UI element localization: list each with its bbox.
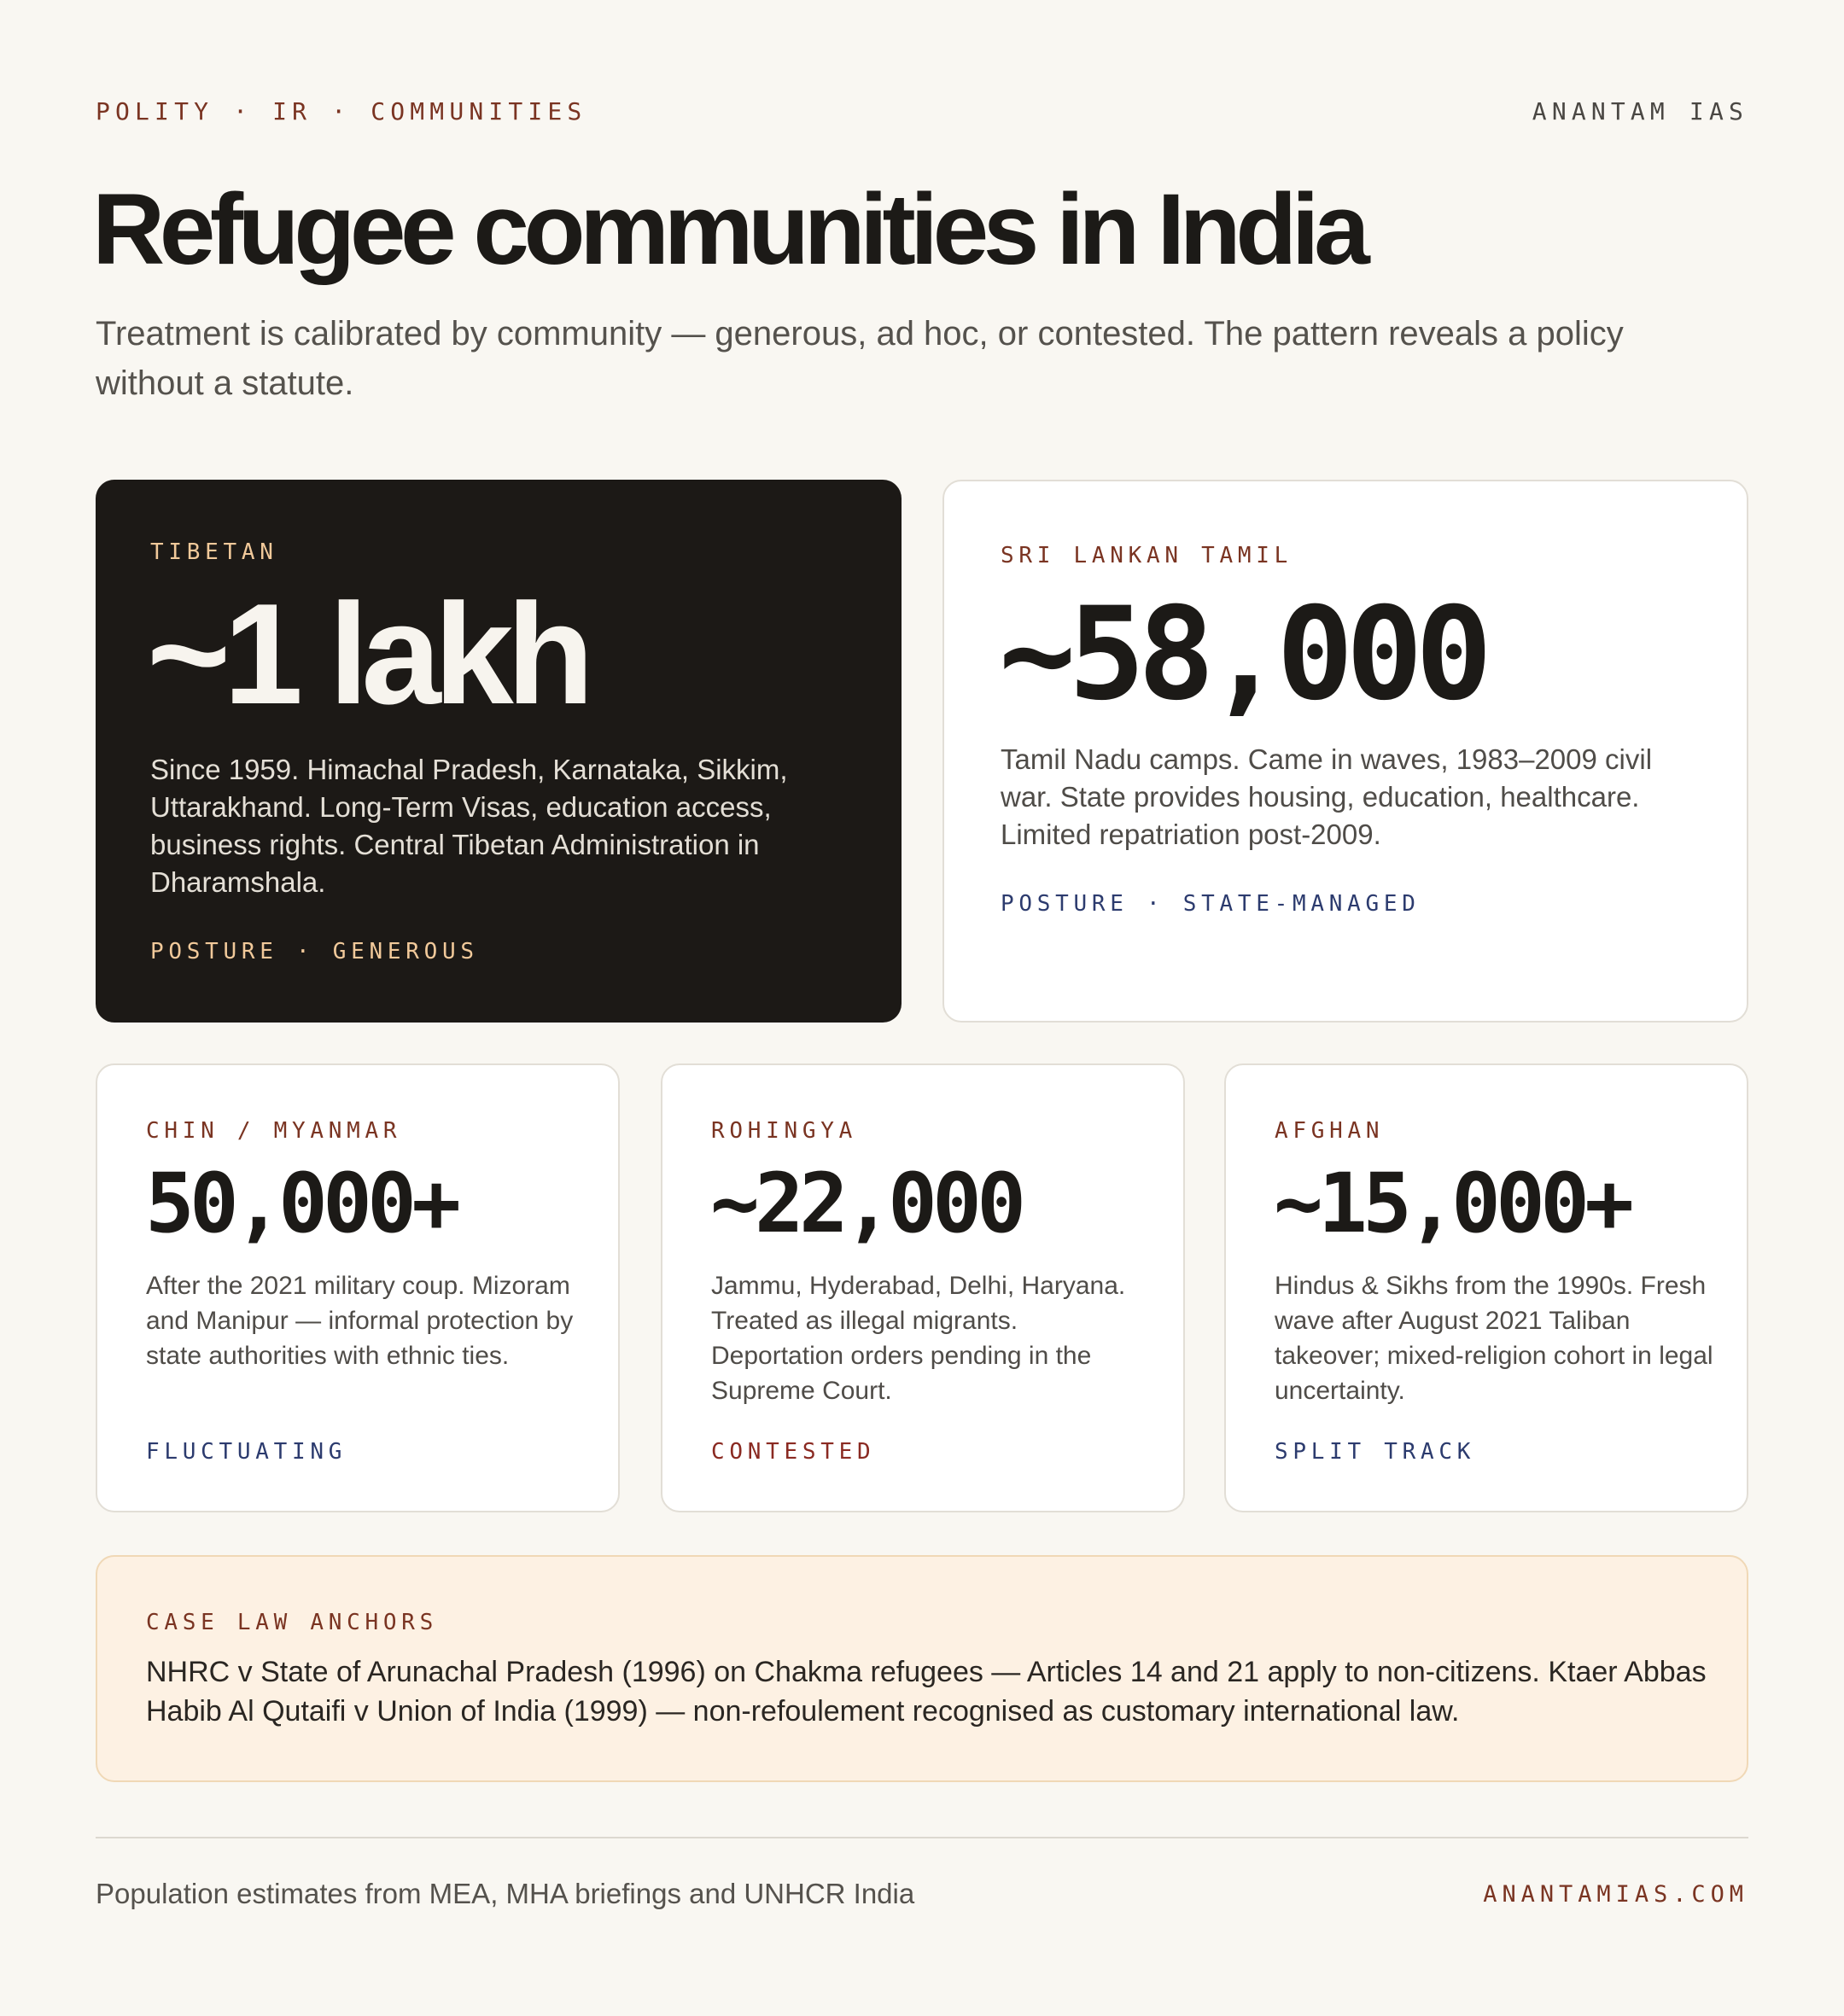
page-title: Refugee communities in India [92, 173, 1365, 286]
section-kicker: POLITY · IR · COMMUNITIES [96, 97, 587, 125]
community-figure: ~22,000 [710, 1156, 1022, 1251]
community-label: ROHINGYA [711, 1118, 857, 1144]
community-posture-tag: CONTESTED [711, 1439, 876, 1465]
page-subtitle: Treatment is calibrated by community — generous, ad hoc, or contested. The pattern reveals a policy without a statute. [96, 315, 1624, 402]
brand-name: ANANTAM IAS [1532, 97, 1748, 125]
community-description: Hindus & Sikhs from the 1990s. Fresh wave after August 2021 Taliban takeover; mixed-religion cohort in legal uncertainty. [1275, 1272, 1713, 1405]
community-posture-tag: POSTURE · STATE-MANAGED [1001, 891, 1421, 917]
community-description: Tamil Nadu camps. Came in waves, 1983–2009 civil war. State provides housing, education, healthcare. Limited repatriation post-2009. [1001, 743, 1653, 850]
community-figure: ~1 lakh [147, 574, 587, 734]
community-description: Jammu, Hyderabad, Delhi, Haryana. Treated as illegal migrants. Deportation orders pending in the Supreme Court. [711, 1272, 1126, 1405]
case-law-text: NHRC v State of Arunachal Pradesh (1996) on Chakma refugees — Articles 14 and 21 apply to non-citizens. Ktaer Abbas Habib Al Qutaifi v Union of India (1999) — non-refoulement recognised as customary international law. [146, 1656, 1707, 1728]
community-description: After the 2021 military coup. Mizoram and Manipur — informal protection by state authorities with ethnic ties. [146, 1272, 574, 1370]
community-description: Since 1959. Himachal Pradesh, Karnataka, Sikkim, Uttarakhand. Long-Term Visas, education access, business rights. Central Tibetan Administration in Dharamshala. [150, 754, 788, 898]
community-posture-tag: FLUCTUATING [146, 1439, 347, 1465]
community-figure: ~15,000+ [1274, 1156, 1630, 1251]
footer [96, 1878, 1748, 1910]
community-label: SRI LANKAN TAMIL [1001, 543, 1293, 568]
community-figure: 50,000+ [145, 1156, 457, 1251]
community-label: CHIN / MYANMAR [146, 1118, 402, 1144]
community-card-tibetan [96, 480, 902, 1023]
case-law-panel [96, 1555, 1748, 1782]
community-figure: ~58,000 [999, 580, 1485, 729]
community-label: AFGHAN [1275, 1118, 1385, 1144]
community-card-chin-myanmar [96, 1063, 620, 1512]
community-card-afghan [1224, 1063, 1748, 1512]
community-label: TIBETAN [150, 539, 278, 565]
footer-divider [96, 1837, 1748, 1838]
source-note: Population estimates from MEA, MHA briefings and UNHCR India [96, 1878, 915, 1909]
community-posture-tag: POSTURE · GENEROUS [150, 939, 479, 964]
website-link[interactable]: ANANTAMIAS.COM [1483, 1880, 1748, 1908]
community-posture-tag: SPLIT TRACK [1275, 1439, 1476, 1465]
case-law-label: CASE LAW ANCHORS [146, 1610, 438, 1635]
community-card-rohingya [661, 1063, 1185, 1512]
community-card-sri-lankan-tamil [942, 480, 1748, 1023]
top-bar [96, 97, 1748, 125]
